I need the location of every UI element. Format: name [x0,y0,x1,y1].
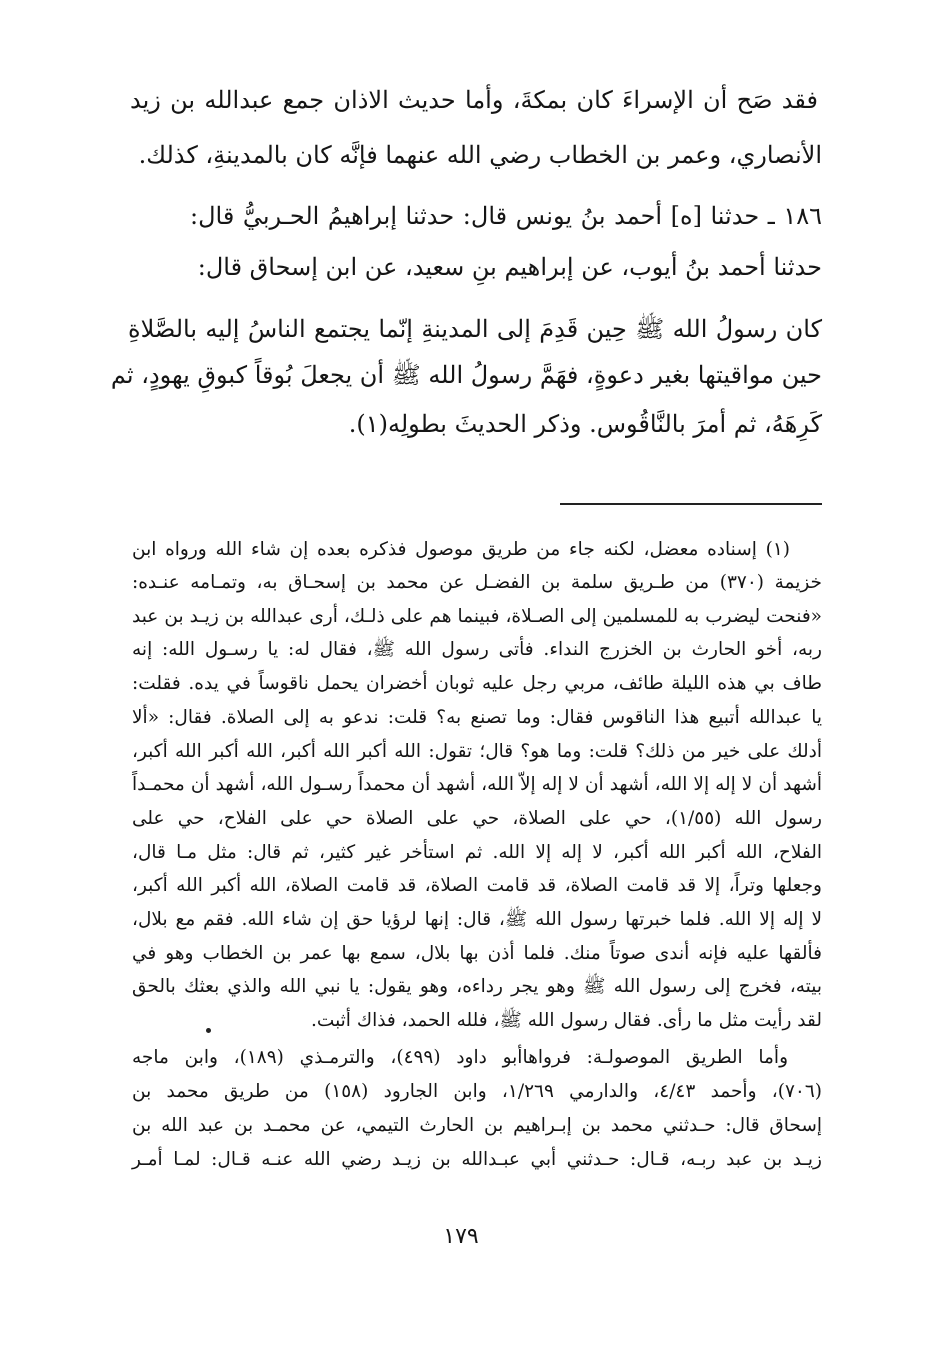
main-text-line: فقد صَح أن الإسراءَ كان بمكةَ، وأما حديث الاذان جمع عبدالله بن زيد [130,86,818,114]
footnote-line: وأما الطريق الموصولـة: فرواهاأبو داود (٤٩٩)، والترمـذي (١٨٩)، وابن ماجه [132,1047,788,1068]
page-number: ١٧٩ [443,1224,479,1249]
footnote-line: لا إله إلا الله. فلما خبرتها رسول الله ﷺ، قال: إنها لرؤيا حق إن شاء الله. فقم مع بلال، [132,909,822,930]
footnote-line: وجعلها وتراً، إلا قد قامت الصلاة، قد قامت الصلاة، قد قامت الصلاة، الله أكبر الله أكبر، [132,875,822,896]
main-text-line: حين مواقيتها بغير دعوةٍ، فهَمَّ رسولُ الله ﷺ أن يجعلَ بُوقاً كبوقِ يهودٍ، ثم [110,361,822,389]
footnote-line: «فنحت ليضرب به للمسلمين إلى الصـلاة، فبينما هم على ذلـك، أرى عبدالله بن زيـد بن عبد [132,606,822,627]
main-text-line: الأنصاري، وعمر بن الخطاب رضي الله عنهما فإنَّه كان بالمدينةِ، كذلك. [138,141,822,169]
main-text-line: كان رسولُ الله ﷺ حِين قَدِمَ إلى المدينةِ إنّما يجتمع الناسُ إليه بالصَّلاةِ [128,315,822,343]
stray-mark [206,1028,211,1033]
footnote-line: فألقها عليه فإنه أندى صوتاً منك. فلما أذن بها بلال، سمع بها عمر بن الخطاب وهو في [132,943,822,964]
footnote-line: أشهد أن لا إله إلا الله، أشهد أن لا إله إلاّ الله، أشهد أن محمداً رسـول الله، أشهد أن محمـداً [132,774,822,795]
footnote-line: (٧٠٦)، وأحمد ٤/٤٣، والدارمي ١/٢٦٩، وابن الجارود (١٥٨) من طريق محمد بن [132,1081,822,1102]
footnote-line: لقد رأيت مثل ما رأى. فقال رسول الله ﷺ، فلله الحمد، فذاك أثبت. [311,1010,822,1031]
footnote-line: رسول الله (١/٥٥)، حي على الصلاة، حي على الصلاة حي على الفلاح، حي على [132,808,822,829]
main-text-line: حدثنا أحمد بنُ أيوب، عن إبراهيم بنِ سعيد، عن ابن إسحاق قال: [197,253,822,281]
footnote-line: زيـد بن عبد ربـه، قـال: حـدثني أبي عبـدالله بن زيـد رضي الله عنـه قـال: لمـا أمـر [132,1149,822,1170]
hadith-number-line: ١٨٦ ـ حدثنا [ه] أحمد بنُ يونس قال: حدثنا إبراهيمُ الحـربيُّ قال: [190,202,822,230]
footnote-line: خزيمة (٣٧٠) من طـريق سلمة بن الفضـل عن محمد بن إسحـاق به، وتمـامه عنـده: [132,572,822,593]
main-text-line: كَرِهَهُ، ثم أمرَ بالنَّاقُوس. وذكر الحديثَ بطولِه(١). [348,410,822,438]
footnote-line: الفلاح، الله أكبر الله أكبر، لا إله إلا الله. ثم استأخر غير كثير، ثم قال: مثل مـا قال، [132,842,822,863]
footnote-line: بيته، فخرج إلى رسول الله ﷺ وهو يجر رداءه، وهو يقول: يا نبي الله والذي بعثك بالحق [132,976,822,997]
footnote-divider [560,503,822,505]
footnote-line: ربه، أخو الحارث بن الخزرج النداء. فأتى رسول الله ﷺ، فقال له: يا رسـول الله: إنه [132,639,822,660]
footnote-line: يا عبدالله أتبيع هذا الناقوس فقال: وما تصنع به؟ قلت: ندعو به إلى الصلاة. فقال: «ألا [132,707,822,728]
footnote-line: طاف بي هذه الليلة طائف، مربي رجل عليه ثوبان أخضران يحمل ناقوساً في يده. فقلت: [132,673,822,694]
footnote-line: أدلك على خير من ذلك؟ قلت: وما هو؟ قال؛ تقول: الله أكبر الله أكبر، الله أكبر الله أكبر، [132,741,822,762]
footnote-line: (١) إسناده معضل، لكنه جاء من طريق موصول فذكره بعده إن شاء الله ورواه ابن [132,539,790,560]
footnote-line: إسحاق قال: حـدثني محمد بن إبـراهيم بن الحارث التيمي، عن محمـد بن عبد الله بن [132,1115,822,1136]
